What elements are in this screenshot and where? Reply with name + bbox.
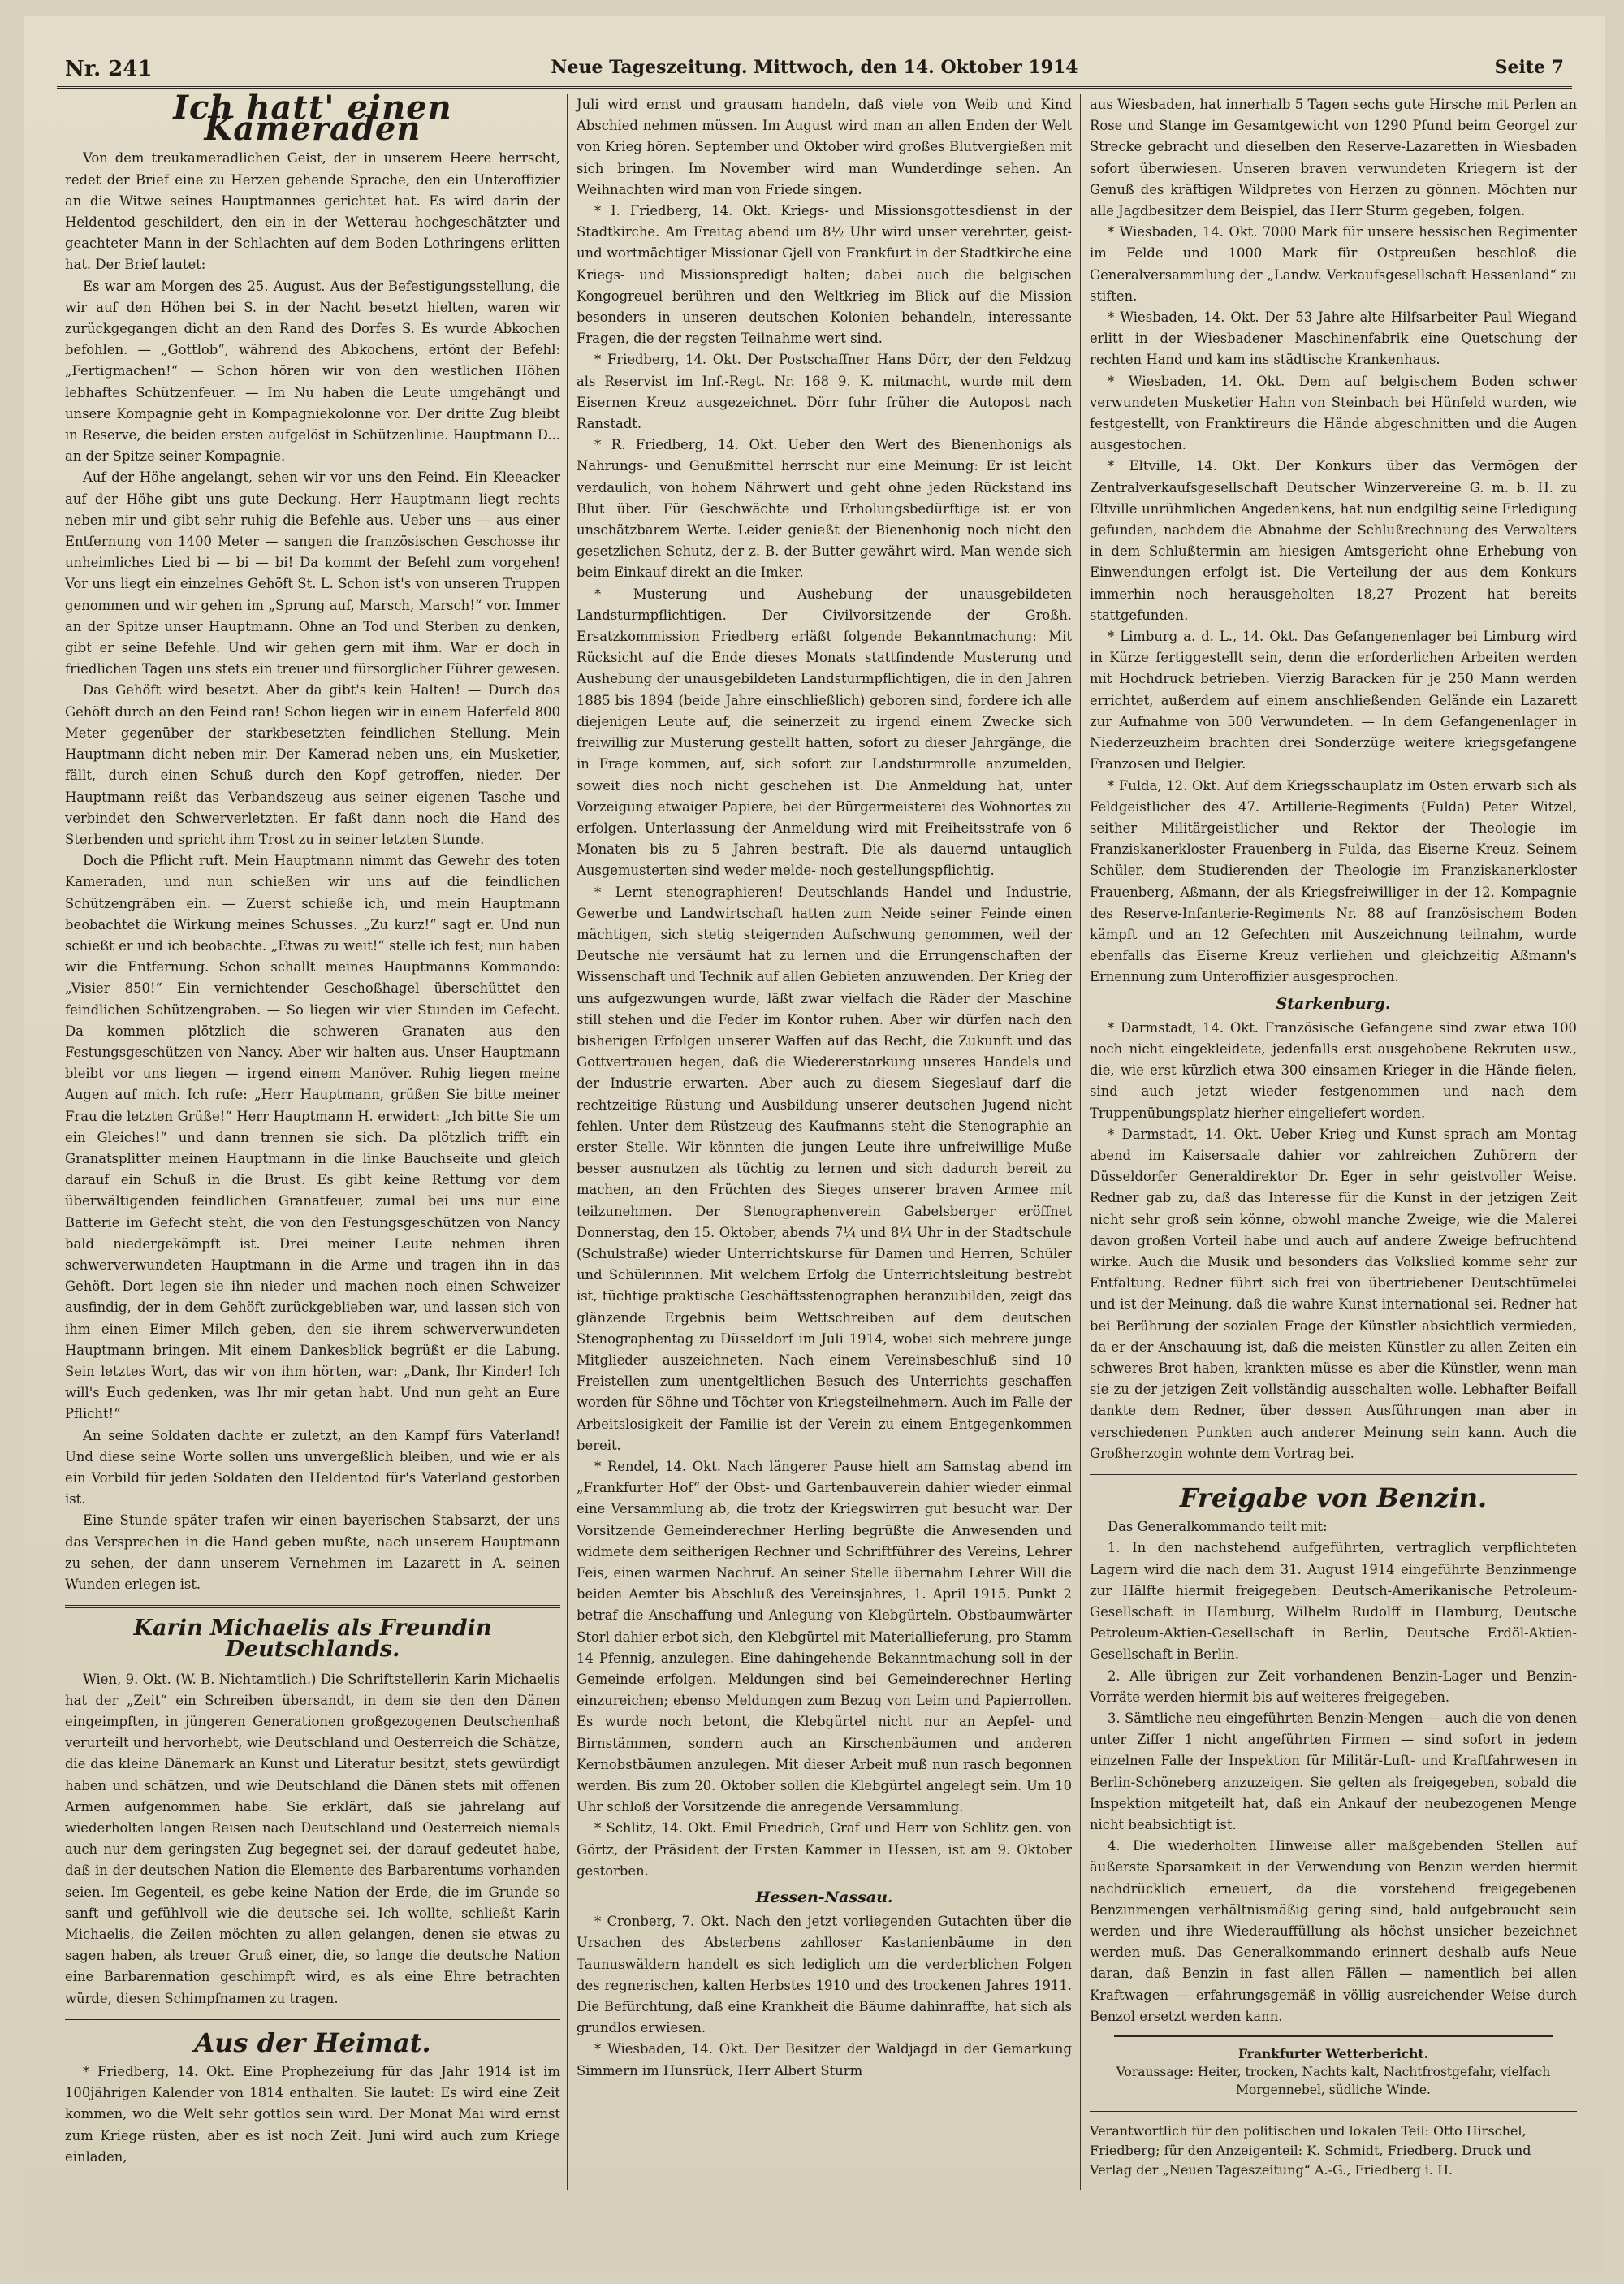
paragraph: aus Wiesbaden, hat innerhalb 5 Tagen sechs gute Hirsche mit Perlen an Rose und Stange im Gesamtgewicht von 1290 Pfund beim Georgel zur Strecke gebracht und dieselben den Reserve-Lazaretten in Wiesbaden sofort überwiesen. Unseren braven verwundeten Kriegern ist der Genuß des kräftigen Wildpretes von Herzen zu gönnen. Möchten nur alle Jagdbesitzer dem Beispiel, das Herr Sturm gegeben, folgen.	[1090, 97, 1577, 219]
paragraph: * Friedberg, 14. Okt. Der Postschaffner Hans Dörr, der den Feldzug als Reservist im Inf.-Regt. Nr. 168 9. K. mitmacht, wurde mit dem Eisernen Kreuz ausgezeichnet. Dörr fuhr früher die Autopost nach Ranstadt.	[577, 352, 1072, 432]
page-header	[57, 47, 1572, 89]
paragraph: * Lernt stenographieren! Deutschlands Handel und Industrie, Gewerbe und Landwirtschaft hatten zum Neide seiner Feinde einen mächtigen, sich stetig steigernden Aufschwung genommen, weil der Deutsche nie versäumt hat zu lernen und die Errungenschaften der Wissenschaft und Technik auf allen Gebieten anzuwenden. Der Krieg der uns aufgezwungen wurde, läßt zwar vielfach die Räder der Maschine still stehen und die Feder im Kontor ruhen. Aber wir dürfen nach den bisherigen Erfolgen unserer Waffen auf das Recht, die Zukunft und das Gottvertrauen hegen, daß die Wiedererstarkung unseres Handels und der Industrie erwarten. Aber auch zu diesem Siegeslauf darf die rechtzeitige Rüstung und Ausbildung unserer deutschen Jugend nicht fehlen. Unter dem Rüstzeug des Kaufmanns steht die Stenographie an erster Stelle. Wir könnten die jungen Leute ihre unfreiwillige Muße besser ausnutzen als tüchtig zu lernen und sich dadurch bereit zu machen, an den Früchten des Sieges unserer braven Armee mit teilzunehmen. Der Stenographenverein Gabelsberger eröffnet Donnerstag, den 15. Oktober, abends 7¼ und 8¼ Uhr in der Stadtschule (Schulstraße) wieder Unterrichtskurse für Damen und Herren, Schüler und Schülerinnen. Mit welchem Erfolg die Unterrichtsleitung bestrebt ist, tüchtige praktische Geschäftsstenographen heranzubilden, zeigt das glänzende Ergebnis beim Wettschreiben auf dem deutschen Stenographentag zu Düsseldorf im Juli 1914, wobei sich mehrere junge Mitglieder auszeichneten. Nach einem Vereinsbeschluß sind 10 Freistellen zum unentgeltlichen Besuch des Unterrichts geschaffen worden für Söhne und Töchter von Kriegsteilnehmern. Auch im Falle der Arbeitslosigkeit der Familie ist der Verein zu einem Entgegenkommen bereit.	[577, 884, 1072, 1453]
section-title: Aus der Heimat.	[194, 2027, 431, 2058]
paragraph: 4. Die wiederholten Hinweise aller maßgebenden Stellen auf äußerste Sparsamkeit in der Verwendung von Benzin werden hiermit nachdrücklich erneuert, da die vorstehend freigegebenen Benzinmengen verhältnismäßig gering sind, bald aufgebraucht sein werden und ihre Wiederauffüllung als höchst unsicher bezeichnet werden muß. Das Generalkommando erinnert deshalb aufs Neue daran, daß Benzin in fast allen Fällen — namentlich bei allen Kraftwagen — erfahrungsgemäß in völlig ausreichender Weise durch Benzol ersetzt werden kann.	[1090, 1838, 1577, 2024]
paragraph: * Wiesbaden, 14. Okt. 7000 Mark für unsere hessischen Regimenter im Felde und 1000 Mark für Ostpreußen beschloß die Generalversammlung der „Landw. Verkaufsgesellschaft Hessenland“ zu stiften.	[1090, 224, 1577, 304]
paragraph: * Fulda, 12. Okt. Auf dem Kriegsschauplatz im Osten erwarb sich als Feldgeistlicher des 47. Artillerie-Regiments (Fulda) Peter Witzel, seither Militärgeistlicher und Rektor der Theologie im Franziskanerkloster Frauenberg in Fulda, das Eiserne Kreuz. Seinem Schüler, dem Studierenden der Theologie im Franziskanerkloster Frauenberg, Aßmann, der als Kriegsfreiwilliger in der 12. Kompagnie des Reserve-Infanterie-Regiments Nr. 88 auf französischem Boden kämpft und an 12 Gefechten mit Auszeichnung teilnahm, wurde ebenfalls das Eiserne Kreuz verliehen und gleichzeitig Aßmann's Ernennung zum Unteroffizier ausgesprochen.	[1090, 777, 1577, 985]
region-heading: Hessen-Nassau.	[755, 1888, 893, 1907]
column-3	[1090, 94, 1577, 2180]
imprint: Verantwortlich für den politischen und lokalen Teil: Otto Hirschel, Friedberg; für den Anzeigenteil: K. Schmidt, Friedberg. Druck und Verlag der „Neuen Tageszeitung“ A.-G., Friedberg i. H.	[1090, 2123, 1531, 2178]
paragraph: * Wiesbaden, 14. Okt. Dem auf belgischem Boden schwer verwundeten Musketier Hahn von Steinbach bei Hünfeld wurden, wie festgestellt, von Franktireurs die Hände abgeschnitten und die Augen ausgestochen.	[1090, 373, 1577, 453]
paragraph: * Darmstadt, 14. Okt. Ueber Krieg und Kunst sprach am Montag abend im Kaisersaale dahier vor zahlreichen Zuhörern der Düsseldorfer Generaldirektor Dr. Eger in sehr geistvoller Weise. Redner gab zu, daß das Interesse für die Kunst in der jetzigen Zeit nicht sehr groß sein könne, obwohl manche Zweige, wie die Malerei davon großen Vorteil habe und auch auf andere Zweige befruchtend wirke. Auch die Musik und besonders das Volkslied komme sehr zur Entfaltung. Redner führt sich frei von übertriebener Deutschtümelei und ist der Meinung, daß die wahre Kunst international sei. Redner hat bei Berührung der sozialen Frage der Künstler absichtlich vermieden, da er der Anschauung ist, daß die meisten Künstler zu allen Zeiten ein schweres Brot haben, krankten müsse es aber die Künstler, wenn man sie zu der jetzigen Zeit vollständig ausschalten wolle. Lebhafter Beifall dankte dem Redner, über dessen Ausführungen man aber in verschiedenen Punkten auch anderer Meinung sein kann. Auch die Großherzogin wohnte dem Vortrag bei.	[1090, 1126, 1577, 1461]
column-rule	[567, 94, 568, 2190]
paragraph: Doch die Pflicht ruft. Mein Hauptmann nimmt das Gewehr des toten Kameraden, und nun schießen wir uns auf die feindlichen Schützengräben ein. — Zuerst schieße ich, und mein Hauptmann beobachtet die Wirkung meines Schusses. „Zu kurz!“ sagt er. Und nun schießt er und ich beobachte. „Etwas zu weit!“ stelle ich fest; nun haben wir die Entfernung. Schon schallt meines Hauptmanns Kommando: „Visier 850!“ Ein vernichtender Geschoßhagel überschüttet den feindlichen Schützengraben. — So liegen wir vier Stunden im Gefecht. Da kommen plötzlich die schweren Granaten aus den Festungsgeschützen von Nancy. Aber wir halten aus. Unser Hauptmann bleibt vor uns liegen — irgend einem Manöver. Ruhig liegen meine Augen auf mich. Ich rufe: „Herr Hauptmann, grüßen Sie bitte meiner Frau die letzten Grüße!“ Herr Hauptmann H. erwidert: „Ich bitte Sie um ein Gleiches!“ und dann trennen sie sich. Da plötzlich trifft ein Granatsplitter meinen Hauptmann in die linke Bauchseite und gleich darauf ein Schuß in die Brust. Es gibt keine Rettung vor dem überwältigenden feindlichen Granatfeuer, zumal bei uns nur eine Batterie im Gefecht steht, die von den Festungsgeschützen von Nancy bald niedergekämpft ist. Drei meiner Leute nehmen ihren schwerverwundeten Hauptmann in die Arme und tragen ihn in das Gehöft. Dort legen sie ihn nieder und machen noch einen Schweizer ausfindig, der in dem Gehöft zurückgeblieben war, und lassen sich von ihm einen Eimer Milch geben, den sie ihrem schwerverwundeten Hauptmann bringen. Mit einem Dankesblick begrüßt er die Labung. Sein letztes Wort, das wir von ihm hörten, war: „Dank, Ihr Kinder! Ich will's Euch gedenken, was Ihr mir getan habt. Und nun geht an Eure Pflicht!“	[65, 853, 560, 1422]
paragraph: Auf der Höhe angelangt, sehen wir vor uns den Feind. Ein Kleeacker auf der Höhe gibt uns gute Deckung. Herr Hauptmann liegt rechts neben mir und gibt sehr ruhig die Befehle aus. Ueber uns — aus einer Entfernung von 1400 Meter — sangen die französischen Geschosse ihr unheimliches Lied bi — bi — bi! Da kommt der Befehl zum vorgehen! Vor uns liegt ein einzelnes Gehöft St. L. Schon ist's von unseren Truppen genommen und wir gehen im „Sprung auf, Marsch, Marsch!“ vor. Immer an der Spitze unser Hauptmann. Ohne an Tod und Sterben zu denken, gibt er seine Befehle. Und wir gehen gern mit ihm. War er doch in friedlichen Tagen uns stets ein treuer und fürsorglicher Führer gewesen.	[65, 469, 560, 677]
weather-report	[1090, 2045, 1577, 2099]
page-number: Seite 7	[1494, 57, 1564, 78]
weather-text: Voraussage: Heiter, trocken, Nachts kalt, Nachtfrostgefahr, vielfach Morgennebel, südliche Winde.	[1116, 2065, 1551, 2098]
masthead: Neue Tageszeitung. Mittwoch, den 14. Oktober 1914	[551, 57, 1078, 78]
column-1	[65, 89, 560, 2168]
section-divider	[1114, 2035, 1553, 2037]
paragraph: * Friedberg, 14. Okt. Eine Prophezeiung für das Jahr 1914 ist im 100jährigen Kalender von 1814 enthalten. Sie lautet: Es wird eine Zeit kommen, wo die Welt sehr gottlos sein wird. Der Monat Mai wird ernst zum Kriege rüsten, aber es ist noch Zeit. Juni wird auch zum Kriege einladen,	[65, 2064, 560, 2165]
issue-number: Nr. 241	[65, 57, 153, 81]
article-title: Freigabe von Benzin.	[1179, 1482, 1488, 1513]
paragraph: Juli wird ernst und grausam handeln, daß viele von Weib und Kind Abschied nehmen müssen. Im August wird man an allen Enden der Welt von Krieg hören. September und Oktober wird großes Blutvergießen mit sich bringen. Im November wird man Wunderdinge sehen. An Weihnachten wird man von Friede singen.	[577, 97, 1072, 197]
region-heading: Starkenburg.	[1276, 994, 1391, 1013]
paragraph: * Eltville, 14. Okt. Der Konkurs über das Vermögen der Zentralverkaufsgesellschaft Deutscher Winzervereine G. m. b. H. zu Eltville unrühmlichen Angedenkens, hat nun endgiltig seine Erledigung gefunden, nachdem die Abnahme der Schlußrechnung des Verwalters in dem Schlußtermin am hiesigen Amtsgericht ohne Erhebung von Einwendungen erfolgt ist. Die Verteilung der aus dem Konkurs immerhin noch herausgeholten 18,27 Prozent hat bereits stattgefunden.	[1090, 458, 1577, 623]
paragraph: Es war am Morgen des 25. August. Aus der Befestigungsstellung, die wir auf den Höhen bei S. in der Nacht besetzt hielten, waren wir zurückgegangen dicht an den Rand des Dorfes S. Es wurde Abkochen befohlen. — „Gottlob“, während des Abkochens, ertönt der Befehl: „Fertigmachen!“ — Schon hören wir von den westlichen Höhen lebhaftes Schützenfeuer. — Im Nu haben die Leute umgehängt und unsere Kompagnie geht in Kompagniekolonne vor. Der dritte Zug bleibt in Reserve, die beiden ersten aufgelöst in Schützenlinie. Hauptmann D... an der Spitze seiner Kompagnie.	[65, 278, 560, 465]
weather-title: Frankfurter Wetterbericht.	[1237, 2046, 1428, 2062]
column-2	[577, 94, 1072, 2082]
column-rule	[1080, 94, 1081, 2190]
paragraph: An seine Soldaten dachte er zuletzt, an den Kampf fürs Vaterland! Und diese seine Worte sollen uns unvergeßlich bleiben, und wie er als ein Vorbild für jeden Soldaten den Heldentod für's Vaterland gestorben ist.	[65, 1427, 560, 1508]
paragraph: * Musterung und Aushebung der unausgebildeten Landsturmpflichtigen. Der Civilvorsitzende der Großh. Ersatzkommission Friedberg erläßt folgende Bekanntmachung: Mit Rücksicht auf die Ende dieses Monats stattfindende Musterung und Aushebung der unausgebildeten Landsturmpflichtigen, die in den Jahren 1885 bis 1894 (beide Jahre einschließlich) geboren sind, fordere ich alle diejenigen Leute auf, die seinerzeit zu irgend einem Zwecke sich freiwillig zur Musterung gestellt hatten, sofort zu dieser Jahrgänge, die in Frage kommen, auf, sich sofort zur Landsturmrolle anzumelden, soweit dies noch nicht geschehen ist. Die Anmeldung hat, unter Vorzeigung etwaiger Papiere, bei der Bürgermeisterei des Wohnortes zu erfolgen. Unterlassung der Anmeldung wird mit Freiheitsstrafe von 6 Monaten bis zu 5 Jahren bestraft. Die als dauernd untauglich Ausgemusterten sind weder melde- noch gestellungspflichtig.	[577, 586, 1072, 879]
paragraph: 2. Alle übrigen zur Zeit vorhandenen Benzin-Lager und Benzin-Vorräte werden hiermit bis auf weiteres freigegeben.	[1090, 1668, 1577, 1705]
section-divider	[65, 2019, 560, 2022]
paragraph: * R. Friedberg, 14. Okt. Ueber den Wert des Bienenhonigs als Nahrungs- und Genußmittel herrscht nur eine Meinung: Er ist leicht verdaulich, von hohem Nährwert und geht ohne jeden Rückstand ins Blut über. Für Geschwächte und Erholungsbedürftige ist er von unschätzbarem Werte. Leider genießt der Bienenhonig noch nicht den gesetzlichen Schutz, der z. B. der Butter gewährt wird. Man wende sich beim Einkauf direkt an die Imker.	[577, 437, 1072, 581]
paragraph: Das Gehöft wird besetzt. Aber da gibt's kein Halten! — Durch das Gehöft durch an den Feind ran! Schon liegen wir in einem Haferfeld 800 Meter gegenüber der starkbesetzten feindlichen Stellung. Mein Hauptmann dicht neben mir. Der Kamerad neben uns, ein Musketier, fällt, durch einen Schuß durch den Kopf getroffen, nieder. Der Hauptmann reißt das Verbandszeug aus seiner eigenen Tasche und verbindet den Schwerverletzten. Er faßt dann noch die Hand des Sterbenden und spricht ihm Trost zu in seiner letzten Stunde.	[65, 682, 560, 847]
paragraph: 3. Sämtliche neu eingeführten Benzin-Mengen — auch die von denen unter Ziffer 1 nicht angeführten Firmen — sind sofort in jedem einzelnen Falle der Inspektion für Militär-Luft- und Kraftfahrwesen in Berlin-Schöneberg anzuzeigen. Sie gelten als freigegeben, sobald die Inspektion mitgeteilt hat, daß ein Ankauf der neubezogenen Menge nicht beabsichtigt ist.	[1090, 1711, 1577, 1833]
paragraph: * Schlitz, 14. Okt. Emil Friedrich, Graf und Herr von Schlitz gen. von Görtz, der Präsident der Ersten Kammer in Hessen, ist am 9. Oktober gestorben.	[577, 1820, 1072, 1879]
paragraph: * Cronberg, 7. Okt. Nach den jetzt vorliegenden Gutachten über die Ursachen des Absterbens zahlloser Kastanienbäume in den Taunuswäldern handelt es sich lediglich um die verderblichen Folgen des regnerischen, kalten Herbstes 1910 und des trockenen Jahres 1911. Die Befürchtung, daß eine Krankheit die Bäume dahinraffte, hat sich als grundlos erwiesen.	[577, 1914, 1072, 2036]
article-title: Karin Michaelis als Freundin Deutschlands.	[133, 1616, 492, 1663]
paragraph: * Wiesbaden, 14. Okt. Der 53 Jahre alte Hilfsarbeiter Paul Wiegand erlitt in der Wiesbadener Maschinenfabrik eine Quetschung der rechten Hand und kam ins städtische Krankenhaus.	[1090, 309, 1577, 368]
paragraph: * Wiesbaden, 14. Okt. Der Besitzer der Waldjagd in der Gemarkung Simmern im Hunsrück, Herr Albert Sturm	[577, 2041, 1072, 2079]
newspaper-page	[24, 16, 1605, 2270]
paragraph: Das Generalkommando teilt mit:	[1108, 1519, 1328, 1535]
paragraph: 1. In den nachstehend aufgeführten, vertraglich verpflichteten Lagern wird die nach dem 31. August 1914 eingeführte Benzinmenge zur Hälfte hiermit freigegeben: Deutsch-Amerikanische Petroleum-Gesellschaft in Hamburg, Wilhelm Rudolff in Hamburg, Deutsche Petroleum-Aktien-Gesellschaft in Berlin, Deutsche Erdöl-Aktien-Gesellschaft in Berlin.	[1090, 1540, 1577, 1663]
section-divider	[1090, 1474, 1577, 1477]
paragraph: Eine Stunde später trafen wir einen bayerischen Stabsarzt, der uns das Versprechen in die Hand geben mußte, nach unserem Hauptmann zu sehen, der dann unserem Vernehmen im Lazarett in A. seinen Wunden erlegen ist.	[65, 1512, 560, 1593]
article-title: Ich hatt' einen Kameraden	[173, 89, 452, 149]
paragraph: * Rendel, 14. Okt. Nach längerer Pause hielt am Samstag abend im „Frankfurter Hof“ der Obst- und Gartenbauverein dahier wieder einmal eine Versammlung ab, die trotz der Kriegswirren gut besucht war. Der Vorsitzende Gemeinderechner Herling begrüßte die Anwesenden und widmete dem seitherigen Rechner und Schriftführer des Vereins, Lehrer Feis, einen warmen Nachruf. An seiner Stelle übernahm Lehrer Will die beiden Aemter bis Abschluß des Vereinsjahres, 1. April 1915. Punkt 2 betraf die Anschaffung und Anlegung von Klebgürteln. Obstbaumwärter Storl dahier erbot sich, den Klebgürtel mit Materiallieferung, pro Stamm 14 Pfennig, anzulegen. Eine dahingehende Bekanntmachung soll in der Gemeinde erfolgen. Meldungen sind bei Gemeinderechner Herling einzureichen; ebenso Meldungen zum Bezug von Leim und Papierrollen. Es wurde noch betont, die Klebgürtel nicht nur an Aepfel- und Birnstämmen, sondern auch an Kirschenbäumen und anderen Kernobstbäumen anzulegen. Mit dieser Arbeit muß nun rasch begonnen werden. Bis zum 20. Oktober sollen die Klebgürtel angelegt sein. Um 10 Uhr schloß der Vorsitzende die anregende Versammlung.	[577, 1459, 1072, 1815]
paragraph: * Darmstadt, 14. Okt. Französische Gefangene sind zwar etwa 100 noch nicht eingekleidete, jedenfalls erst ausgehobene Rekruten usw., die, wie erst kürzlich etwa 300 einsamen Krieger in die Hände fielen, sind auch jetzt wieder festgenommen und nach dem Truppenübungsplatz hierher eingeliefert worden.	[1090, 1019, 1577, 1121]
section-divider	[1090, 2109, 1577, 2112]
paragraph: * Limburg a. d. L., 14. Okt. Das Gefangenenlager bei Limburg wird in Kürze fertiggestellt sein, denn die erforderlichen Arbeiten werden mit Hochdruck betrieben. Vierzig Baracken für je 250 Mann werden errichtet, außerdem auf einem anschließenden Gelände ein Lazarett zur Aufnahme von 500 Verwundeten. — In dem Gefangenenlager in Niederzeuzheim brachten drei Sonderzüge weitere kriegsgefangene Franzosen und Belgier.	[1090, 629, 1577, 772]
paragraph: * I. Friedberg, 14. Okt. Kriegs- und Missionsgottesdienst in der Stadtkirche. Am Freitag abend um 8½ Uhr wird unser verehrter, geist- und wortmächtiger Missionar Gjell von Frankfurt in der Stadtkirche eine Kriegs- und Missionspredigt halten; dabei auch die belgischen Kongogreuel berühren und den Weltkrieg im Blick auf die Mission besonders in unseren deutschen Kolonien behandeln, interessante Fragen, die der regsten Teilnahme wert sind.	[577, 203, 1072, 347]
paragraph: Von dem treukameradlichen Geist, der in unserem Heere herrscht, redet der Brief eine zu Herzen gehende Sprache, den ein Unteroffizier an die Witwe seines Hauptmannes gerichtet hat. Es wird darin der Heldentod geschildert, den ein in der Wetterau hochgeschätzter und geachteter Mann in der Schlachten auf dem Boden Lothringens erlitten hat. Der Brief lautet:	[65, 150, 560, 273]
section-divider	[65, 1605, 560, 1608]
paragraph: Wien, 9. Okt. (W. B. Nichtamtlich.) Die Schriftstellerin Karin Michaelis hat der „Zeit“ ein Schreiben übersandt, in dem sie den den Dänen eingeimpften, in jüngeren Generationen großgezogenen Deutschenhaß verurteilt und hervorhebt, wie Deutschland und Oesterreich die Schätze, die das kleine Dänemark an Kunst und Literatur besitzt, stets gewürdigt haben und schätzen, und wie Deutschland die Dänen stets mit offenen Armen aufgenommen habe. Sie erklärt, daß sie jahrelang auf wiederholten langen Reisen nach Deutschland und Oesterreich niemals auch nur dem geringsten Zug begegnet sei, der darauf gedeutet habe, daß in der deutschen Nation die Elemente des Barbarentums vorhanden seien. Im Gegenteil, es gebe keine Nation der Erde, die im Grunde so sanft und gefühlvoll wie die deutsche sei. Ich wollte, schließt Karin Michaelis, die Zeilen möchten zu allen gelangen, denen sie etwas zu sagen haben, als treuer Gruß einer, die, so lange die deutsche Nation eine Barbarennation geschimpft wird, es als eine Ehre betrachten würde, diesen Schimpfnamen zu tragen.	[65, 1671, 560, 2006]
